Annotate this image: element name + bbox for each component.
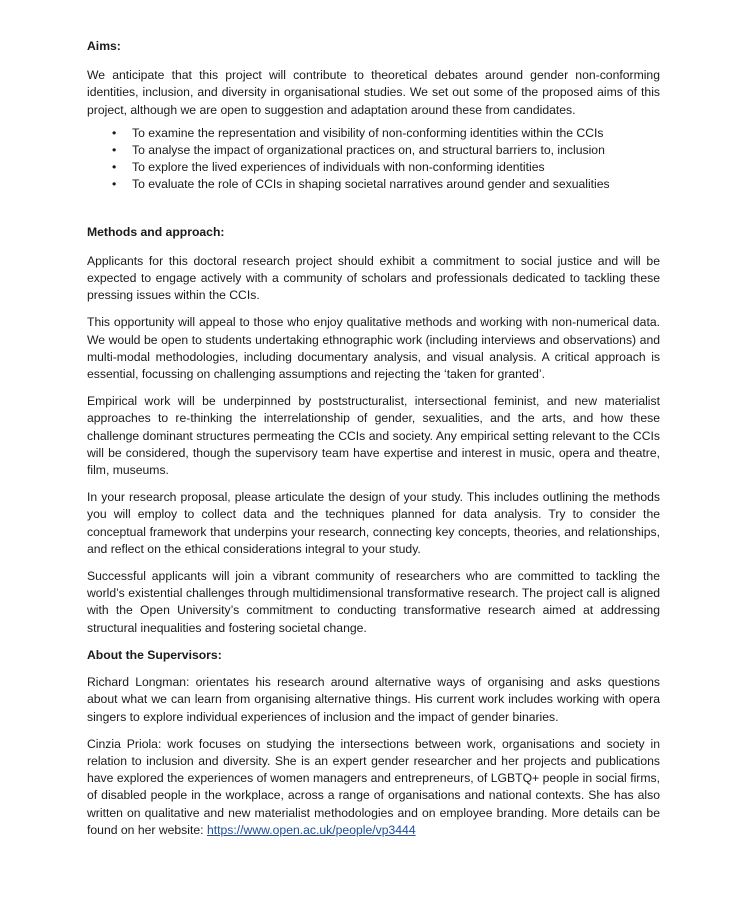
list-item: • To examine the representation and visibility of non-conforming identities within the CCIs <box>132 125 660 142</box>
supervisors-heading: About the Supervisors: <box>87 647 222 662</box>
bullet-icon: • <box>112 125 117 140</box>
aims-intro: We anticipate that this project will contribute to theoretical debates around gender non-conforming identities, inclusion, and diversity in organisational studies. We set out some of the proposed aims of this project, although we are open to suggestion and adaptation around these from candidates. <box>87 68 660 117</box>
supervisor-priola-text: Cinzia Priola: work focuses on studying the intersections between work, organisations and society in relation to inclusion and diversity. She is an expert gender researcher and her projects and publications have explored the experiences of women managers and entrepreneurs, of LGBTQ+ people in social firms, of disabled people in the workplace, across a range of organisations and national contexts. She has also written on qualitative and new materialist methodologies and on employee branding. More details can be found on her website: <box>87 736 660 837</box>
methods-paragraph: This opportunity will appeal to those who enjoy qualitative methods and working with non-numerical data. We would be open to students undertaking ethnographic work (including interviews and observations) and multi-modal methodologies, including documentary analysis, and visual analysis. A critical approach is essential, focussing on challenging assumptions and rejecting the ‘taken for granted’. <box>87 315 660 382</box>
aims-heading: Aims: <box>87 39 121 53</box>
bullet-icon: • <box>112 143 117 158</box>
methods-heading: Methods and approach: <box>87 224 225 239</box>
methods-paragraph: In your research proposal, please articulate the design of your study. This includes outlining the methods you will employ to collect data and the techniques planned for data analysis. Try to consider the conceptual framework that underpins your research, connecting key concepts, theories, and relationships, and reflect on the ethical considerations integral to your study. <box>87 490 660 556</box>
methods-paragraph: Successful applicants will join a vibrant community of researchers who are committed to tackling the world’s existential challenges through multidimensional transformative research. The project call is aligned with the Open University’s commitment to conducting transformative research aimed at addressing structural inequalities and fostering societal change. <box>87 569 660 635</box>
bullet-icon: • <box>112 160 117 175</box>
list-item: • To explore the lived experiences of individuals with non-conforming identities <box>132 159 660 176</box>
list-item: • To evaluate the role of CCIs in shaping societal narratives around gender and sexualities <box>132 176 660 193</box>
aims-list <box>87 125 660 194</box>
supervisor-longman: Richard Longman: orientates his research around alternative ways of organising and asks questions about what we can learn from organising alternative things. His current work includes working with opera singers to explore individual experiences of inclusion and the impact of gender binaries. <box>87 675 660 724</box>
supervisor-priola <box>87 736 660 839</box>
document-page <box>87 38 660 839</box>
bullet-icon: • <box>112 177 117 192</box>
priola-website-link[interactable]: https://www.open.ac.uk/people/vp3444 <box>206 822 416 837</box>
methods-paragraph: Applicants for this doctoral research project should exhibit a commitment to social justice and will be expected to engage actively with a community of scholars and professionals dedicated to tackling these pressing issues within the CCIs. <box>87 253 660 303</box>
methods-paragraph: Empirical work will be underpinned by poststructuralist, intersectional feminist, and new materialist approaches to re-thinking the interrelationship of gender, sexualities, and the arts, and how these challenge dominant structures permeating the CCIs and society. Any empirical setting relevant to the CCIs will be considered, though the supervisory team have expertise and interest in music, opera and theatre, film, museums. <box>87 394 660 478</box>
list-item: • To analyse the impact of organizational practices on, and structural barriers to, inclusion <box>132 142 660 159</box>
